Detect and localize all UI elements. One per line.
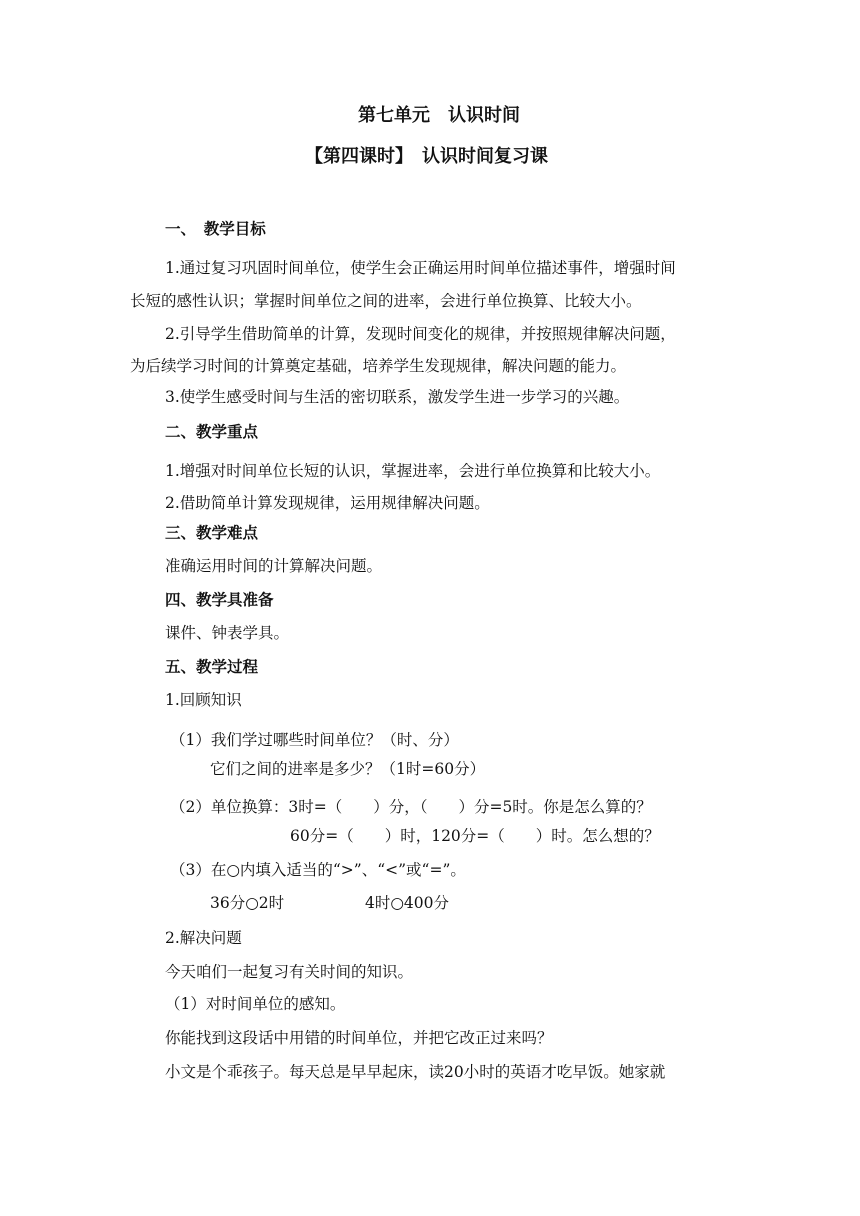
key-point-1: 1.增强对时间单位长短的认识，掌握进率，会进行单位换算和比较大小。 — [165, 462, 661, 480]
question-3-item-1: 36分○2时 — [210, 894, 285, 912]
goal-line-1: 1.通过复习巩固时间单位，使学生会正确运用时间单位描述事件，增强时间 — [165, 259, 676, 277]
solve-question: 你能找到这段话中用错的时间单位，并把它改正过来吗？ — [165, 1029, 553, 1047]
solve-heading: 2.解决问题 — [165, 929, 242, 947]
question-3-item-2: 4时○400分 — [365, 894, 449, 912]
key-heading: 二、教学重点 — [165, 423, 259, 441]
question-1-line-1: （1）我们学过哪些时间单位？（时、分） — [170, 731, 459, 749]
solve-intro: 今天咱们一起复习有关时间的知识。 — [165, 963, 414, 981]
goal-line-4: 为后续学习时间的计算奠定基础，培养学生发现规律，解决问题的能力。 — [130, 357, 627, 375]
solve-subheading-1: （1）对时间单位的感知。 — [165, 995, 346, 1013]
materials-heading: 四、教学具准备 — [165, 591, 274, 609]
lesson-title: 【第四课时】 认识时间复习课 — [305, 146, 548, 167]
goals-heading: 一、 教学目标 — [165, 220, 266, 238]
difficulty-heading: 三、教学难点 — [165, 524, 259, 542]
question-2-line-1: （2）单位换算：3时=（ ）分，（ ）分=5时。你是怎么算的？ — [170, 798, 652, 816]
solve-story: 小文是个乖孩子。每天总是早早起床，读20小时的英语才吃早饭。她家就 — [165, 1063, 666, 1081]
goal-line-5: 3.使学生感受时间与生活的密切联系，激发学生进一步学习的兴趣。 — [165, 388, 630, 406]
question-1-line-2: 它们之间的进率是多少？（1时=60分） — [210, 760, 486, 778]
question-2-line-2: 60分=（ ）时，120分=（ ）时。怎么想的？ — [290, 827, 660, 845]
materials-text: 课件、钟表学具。 — [165, 624, 290, 642]
difficulty-text: 准确运用时间的计算解决问题。 — [165, 557, 383, 575]
process-heading: 五、教学过程 — [165, 658, 259, 676]
goal-line-2: 长短的感性认识；掌握时间单位之间的进率，会进行单位换算、比较大小。 — [130, 292, 642, 310]
question-3-line-1: （3）在○内填入适当的“>”、“<”或“=”。 — [170, 861, 466, 879]
key-point-2: 2.借助简单计算发现规律，运用规律解决问题。 — [165, 494, 490, 512]
goal-line-3: 2.引导学生借助简单的计算，发现时间变化的规律，并按照规律解决问题， — [165, 325, 676, 343]
unit-title: 第七单元 认识时间 — [358, 105, 520, 126]
review-heading: 1.回顾知识 — [165, 691, 242, 709]
